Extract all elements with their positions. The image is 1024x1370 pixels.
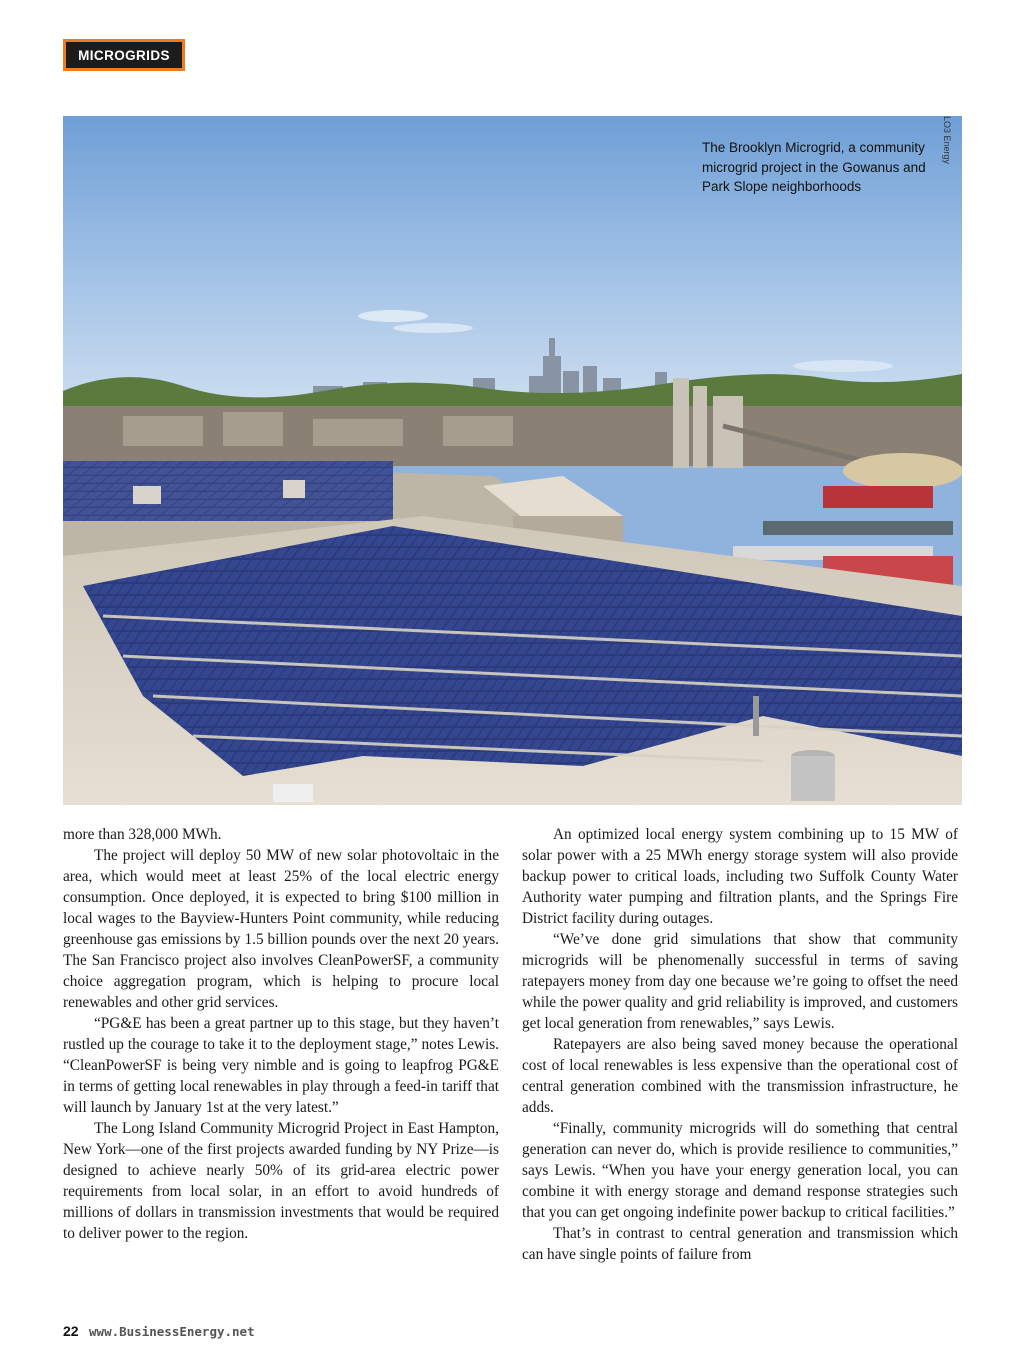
paragraph: The project will deploy 50 MW of new solar photovoltaic in the area, which would meet at least 25% of the local electric energy consumption. Once deployed, it is expected to bring $100 million in local wages to the Bayview-Hunters Point community, while reducing greenhouse gas emissions by 1.5 billion pounds over the next 20 years. The San Francisco project also involves CleanPowerSF, a community choice aggregation program, which is helping to procure local renewables and other grid services. [63, 847, 499, 1011]
paragraph: Ratepayers are also being saved money because the operational cost of local renewables is less expensive than the operational cost of central generation combined with the transmission infrastructure, he adds. [522, 1036, 958, 1116]
paragraph: “Finally, community microgrids will do something that central generation can never do, which is provide resilience to communities,” says Lewis. “When you have your energy generation local, you can combine it with energy storage and demand response strategies such that you can get ongoing indefinite power backup to critical facilities.” [522, 1120, 958, 1221]
page-footer [63, 1323, 255, 1341]
paragraph: more than 328,000 MWh. [63, 826, 222, 843]
photo-illustration [63, 116, 962, 805]
photo-credit [941, 116, 980, 176]
paragraph: “We’ve done grid simulations that show that community microgrids will be phenomenally successful in terms of saving ratepayers money from day one because we’re going to offset the need while the power quality and grid reliability is improved, and customers get local generation from renewables,” says Lewis. [522, 931, 958, 1032]
section-tag: MICROGRIDS [63, 39, 185, 71]
photo-caption: The Brooklyn Microgrid, a community microgrid project in the Gowanus and Park Slope neighborhoods [702, 140, 926, 194]
page-number: 22 [63, 1323, 79, 1339]
website-link[interactable]: www.BusinessEnergy.net [89, 1324, 255, 1339]
paragraph: “PG&E has been a great partner up to this stage, but they haven’t rustled up the courage to take it to the deployment stage,” notes Lewis. “CleanPowerSF is being very nimble and is going to leapfrog PG&E in terms of getting local renewables in play through a feed-in tariff that will launch by January 1st at the very latest.” [63, 1015, 499, 1116]
right-column [522, 824, 958, 1265]
rooftop-solar-photo [63, 116, 962, 805]
paragraph: An optimized local energy system combining up to 15 MW of solar power with a 25 MWh energy storage system will also provide backup power to critical loads, including two Suffolk County Water Authority water pumping and filtration plants, and the Springs Fire District facility during outages. [522, 826, 958, 927]
photo-credit-text: LO3 Energy [941, 116, 952, 165]
paragraph: The Long Island Community Microgrid Project in East Hampton, New York—one of the first projects awarded funding by NY Prize—is designed to achieve nearly 50% of its grid-area electric power requirements from local solar, in an effort to avoid hundreds of millions of dollars in transmission investments that would be required to deliver power to the region. [63, 1120, 499, 1242]
left-column [63, 824, 499, 1244]
paragraph: That’s in contrast to central generation and transmission which can have single points of failure from [522, 1225, 958, 1263]
